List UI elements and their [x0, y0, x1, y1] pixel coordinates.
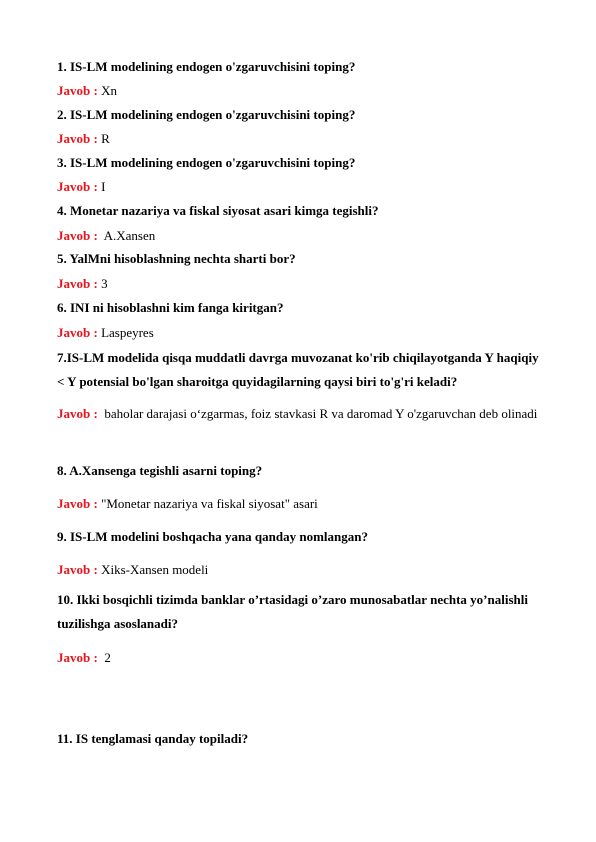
question-7: 7.IS-LM modelida qisqa muddatli davrga muvozanat ko'rib chiqilayotganda Y haqiqiy < Y potensial bo'lgan sharoitga quyidagilarning qaysi biri to'g'ri keladi?: [57, 350, 539, 389]
question-6: 6. INI ni hisoblashni kim fanga kiritgan?: [57, 300, 284, 315]
answer-text: Xiks-Xansen modeli: [97, 562, 209, 577]
answer-1: [57, 83, 117, 99]
answer-label: Javob :: [57, 562, 98, 577]
answer-9: [57, 562, 208, 578]
question-1: 1. IS-LM modelining endogen o'zgaruvchisini toping?: [57, 59, 356, 74]
answer-text: "Monetar nazariya va fiskal siyosat" asari: [97, 496, 318, 511]
question-8: 8. A.Xansenga tegishli asarni toping?: [57, 463, 263, 478]
answer-text: Laspeyres: [97, 325, 154, 340]
answer-text: A.Xansen: [97, 228, 156, 243]
question-10: 10. Ikki bosqichli tizimda banklar o’rtasidagi o’zaro munosabatlar nechta yo’nalishli tuzilishga asoslanadi?: [57, 592, 528, 631]
answer-10: [57, 650, 111, 666]
question-9: 9. IS-LM modelini boshqacha yana qanday nomlangan?: [57, 529, 369, 544]
question-4: 4. Monetar nazariya va fiskal siyosat asari kimga tegishli?: [57, 203, 379, 218]
answer-label: Javob :: [57, 276, 98, 291]
answer-4: [57, 228, 155, 244]
answer-8: [57, 496, 318, 512]
answer-text: 2: [97, 650, 111, 665]
answer-label: Javob :: [57, 406, 98, 421]
answer-7: [57, 402, 547, 426]
answer-2: [57, 131, 110, 147]
answer-text: Xn: [97, 83, 117, 98]
question-3: 3. IS-LM modelining endogen o'zgaruvchisini toping?: [57, 155, 356, 170]
answer-text: R: [97, 131, 110, 146]
question-5: 5. YalMni hisoblashning nechta sharti bor?: [57, 251, 296, 266]
answer-label: Javob :: [57, 179, 98, 194]
answer-label: Javob :: [57, 496, 98, 511]
answer-label: Javob :: [57, 650, 98, 665]
answer-label: Javob :: [57, 83, 98, 98]
answer-6: [57, 325, 154, 341]
answer-label: Javob :: [57, 325, 98, 340]
answer-label: Javob :: [57, 228, 98, 243]
answer-5: [57, 276, 108, 292]
answer-text: baholar darajasi o‘zgarmas, foiz stavkasi R va daromad Y o'zgaruvchan deb olinadi: [97, 406, 538, 421]
answer-3: [57, 179, 105, 195]
answer-label: Javob :: [57, 131, 98, 146]
answer-text: 3: [97, 276, 108, 291]
question-11: 11. IS tenglamasi qanday topiladi?: [57, 731, 249, 746]
question-2: 2. IS-LM modelining endogen o'zgaruvchisini toping?: [57, 107, 356, 122]
answer-text: I: [97, 179, 106, 194]
